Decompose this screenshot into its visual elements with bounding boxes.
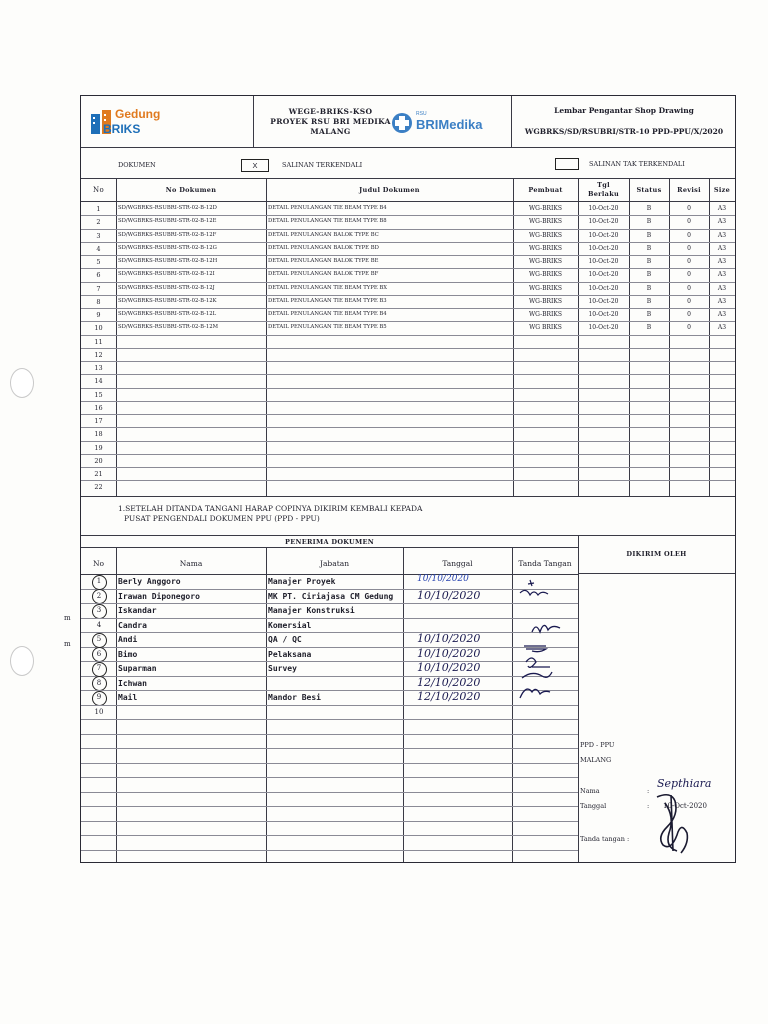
pen-cell-tanggal: 10/10/2020	[417, 632, 481, 645]
doc-cell-no: 10	[94, 324, 103, 333]
pen-cell-tanggal: 12/10/2020	[417, 690, 481, 703]
col-header-tgl: Tgl	[597, 181, 610, 189]
doc-cell-pembuat: WG-BRIKS	[529, 231, 562, 239]
pen-cell-no: 4	[96, 620, 102, 629]
pen-cell-nama: Suparman	[118, 664, 157, 673]
checkbox-mark: X	[252, 161, 258, 170]
doc-cell-tgl: 10-Oct-20	[588, 258, 619, 265]
doc-cell-status: B	[646, 284, 652, 292]
doc-cell-size: A3	[717, 258, 727, 265]
doc-cell-size: A3	[717, 205, 727, 212]
pen-cell-tanggal: 12/10/2020	[417, 675, 481, 689]
doc-cell-pembuat: WG-BRIKS	[529, 271, 562, 279]
doc-cell-tgl: 10-Oct-20	[588, 324, 619, 332]
transmittal-form	[80, 95, 736, 863]
dikirim-tanggal-colon: :	[647, 802, 650, 810]
salinan-tak-terkendali-label: SALINAN TAK TERKENDALI	[589, 160, 685, 168]
doc-cell-size: A3	[717, 311, 727, 318]
col-header-judul: Judul Dokumen	[359, 186, 420, 194]
note-line-1: 1.SETELAH DITANDA TANGANI HARAP COPINYA DIKIRIM KEMBALI KEPADA	[118, 504, 423, 513]
doc-cell-tgl: 10-Oct-20	[588, 284, 619, 292]
doc-cell-pembuat: WG-BRIKS	[529, 218, 562, 226]
pen-cell-no: 6	[96, 649, 102, 658]
doc-cell-judul: DETAIL PENULANGAN TIE BEAM TYPE B4	[268, 205, 387, 211]
dikirim-tanggal-value: 10-Oct-2020	[663, 802, 707, 810]
binder-hole	[10, 368, 34, 398]
doc-cell-tgl: 10-Oct-20	[588, 244, 619, 252]
doc-cell-pembuat: WG-BRIKS	[529, 244, 562, 252]
col-header-no: No	[93, 186, 104, 194]
doc-cell-revisi: 0	[687, 311, 691, 318]
medical-cross-icon	[391, 112, 413, 134]
pen-header-tanggal: Tanggal	[442, 559, 473, 568]
recipient-signatures	[512, 574, 578, 734]
doc-cell-judul: DETAIL PENULANGAN BALOK TYPE BE	[268, 258, 379, 264]
doc-cell-no: 13	[94, 364, 103, 372]
col-header-berlaku: Berlaku	[587, 190, 620, 198]
dikirim-ttd-label: Tanda tangan :	[580, 835, 630, 843]
pen-cell-tanggal: 10/10/2020	[417, 661, 481, 674]
col-header-status: Status	[636, 186, 662, 194]
doc-number: WGBRKS/SD/RSUBRI/STR-10 PPD-PPU/X/2020	[524, 127, 724, 136]
doc-cell-status: B	[646, 244, 652, 252]
doc-title: Lembar Pengantar Shop Drawing	[554, 106, 694, 115]
doc-cell-judul: DETAIL PENULANGAN TIE BEAM TYPE B5	[268, 324, 387, 331]
doc-cell-status: B	[646, 297, 652, 305]
doc-cell-tgl: 10-Oct-20	[588, 311, 619, 318]
margin-mark: m	[64, 614, 71, 622]
gedung-briks-logo	[89, 106, 239, 138]
pen-header-jabatan: Jabatan	[319, 559, 350, 568]
dokumen-label: DOKUMEN	[118, 161, 156, 169]
pen-cell-nama: Irawan Diponegoro	[118, 591, 200, 601]
logo-rsu-text: RSU	[416, 111, 427, 117]
pen-cell-nama: Iskandar	[118, 606, 157, 615]
pen-cell-no: 3	[96, 606, 102, 614]
pen-cell-no: 2	[96, 591, 102, 600]
pen-cell-jabatan: Manajer Konstruksi	[268, 606, 355, 615]
doc-cell-tgl: 10-Oct-20	[588, 297, 619, 305]
project-line-1: WEGE-BRIKS-KSO	[288, 107, 373, 116]
doc-cell-judul: DETAIL PENULANGAN TIE BEAM TYPE BX	[268, 284, 388, 291]
dikirim-nama-colon: :	[647, 787, 650, 795]
col-header-revisi: Revisi	[677, 186, 701, 194]
doc-cell-no: 4	[96, 244, 101, 253]
doc-cell-no: 20	[94, 456, 103, 465]
doc-cell-size: A3	[717, 284, 727, 292]
doc-cell-tgl: 10-Oct-20	[588, 271, 619, 279]
pen-header-ttd: Tanda Tangan	[518, 559, 572, 568]
doc-cell-judul: DETAIL PENULANGAN TIE BEAM TYPE B4	[268, 311, 387, 317]
doc-cell-no: 3	[96, 231, 101, 240]
doc-cell-size: A3	[717, 244, 727, 252]
doc-cell-no-dokumen: SD/WGBRKS-RSUBRI-STR-02-B-12E	[118, 218, 217, 225]
doc-cell-no: 5	[96, 258, 101, 266]
doc-cell-pembuat: WG-BRIKS	[529, 297, 562, 305]
doc-cell-size: A3	[717, 271, 727, 279]
doc-cell-pembuat: WG-BRIKS	[529, 258, 562, 265]
dikirim-tanggal-label: Tanggal	[580, 802, 607, 810]
doc-cell-pembuat: WG-BRIKS	[529, 205, 562, 212]
doc-cell-no-dokumen: SD/WGBRKS-RSUBRI-STR-02-B-12H	[118, 258, 218, 264]
doc-cell-no: 9	[96, 311, 101, 319]
doc-cell-no-dokumen: SD/WGBRKS-RSUBRI-STR-02-B-12K	[118, 297, 217, 304]
doc-cell-no: 1	[96, 205, 101, 213]
doc-cell-size: A3	[717, 231, 727, 239]
doc-cell-judul: DETAIL PENULANGAN TIE BEAM TYPE B8	[268, 218, 387, 225]
doc-cell-revisi: 0	[687, 297, 691, 305]
doc-cell-status: B	[646, 258, 652, 265]
pen-cell-nama: Ichwan	[118, 678, 147, 688]
doc-cell-no: 2	[96, 218, 101, 227]
doc-cell-status: B	[646, 311, 652, 318]
dikirim-city: MALANG	[580, 756, 612, 764]
penerima-title: PENERIMA DOKUMEN	[285, 538, 374, 546]
salinan-terkendali-label: SALINAN TERKENDALI	[282, 161, 363, 169]
doc-cell-pembuat: WG-BRIKS	[529, 311, 562, 318]
doc-cell-judul: DETAIL PENULANGAN BALOK TYPE BC	[268, 231, 379, 238]
doc-cell-status: B	[646, 205, 652, 212]
doc-cell-no: 18	[94, 430, 103, 439]
doc-cell-no: 8	[96, 297, 101, 306]
pen-cell-no: 9	[96, 693, 102, 701]
logo-briks-text: BRIKS	[103, 122, 141, 136]
salinan-tak-terkendali-checkbox[interactable]	[555, 158, 579, 170]
pen-cell-jabatan: Komersial	[268, 620, 312, 630]
doc-cell-revisi: 0	[687, 324, 691, 332]
doc-cell-pembuat: WG BRIKS	[529, 324, 562, 332]
doc-cell-tgl: 10-Oct-20	[588, 205, 619, 212]
project-line-3: MALANG	[310, 127, 351, 136]
pen-cell-jabatan: MK PT. Ciriajasa CM Gedung	[268, 591, 394, 601]
logo-brimedika-text: BRIMedika	[416, 117, 483, 132]
doc-cell-no-dokumen: SD/WGBRKS-RSUBRI-STR-02-B-12M	[118, 324, 219, 331]
pen-cell-nama: Candra	[118, 620, 147, 630]
doc-cell-tgl: 10-Oct-20	[588, 231, 619, 239]
doc-cell-no: 14	[94, 377, 103, 386]
doc-cell-revisi: 0	[687, 284, 691, 292]
pen-cell-no: 1	[96, 577, 102, 585]
doc-cell-no-dokumen: SD/WGBRKS-RSUBRI-STR-02-B-12F	[118, 231, 217, 238]
col-header-pembuat: Pembuat	[528, 186, 563, 194]
col-header-size: Size	[713, 186, 731, 194]
doc-cell-no: 17	[94, 417, 103, 425]
doc-cell-no-dokumen: SD/WGBRKS-RSUBRI-STR-02-B-12L	[118, 311, 217, 317]
doc-cell-no-dokumen: SD/WGBRKS-RSUBRI-STR-02-B-12D	[118, 205, 217, 211]
doc-cell-size: A3	[717, 218, 727, 226]
margin-mark: m	[64, 640, 71, 648]
dikirim-org: PPD - PPU	[580, 741, 615, 749]
doc-cell-no: 16	[94, 403, 103, 412]
project-line-2: PROYEK RSU BRI MEDIKA	[270, 117, 391, 126]
pen-cell-nama: Berly Anggoro	[118, 577, 181, 586]
pen-cell-nama: Mail	[118, 693, 138, 702]
pen-cell-tanggal: 10/10/2020	[417, 646, 481, 660]
doc-cell-no: 12	[94, 350, 103, 359]
pen-cell-jabatan: QA / QC	[268, 635, 302, 644]
doc-cell-no: 7	[96, 284, 101, 293]
doc-cell-status: B	[646, 324, 652, 332]
doc-cell-no: 22	[94, 483, 103, 492]
pen-cell-no: 10	[94, 707, 104, 716]
doc-cell-no: 6	[96, 271, 101, 280]
doc-cell-revisi: 0	[687, 244, 691, 252]
doc-cell-judul: DETAIL PENULANGAN BALOK TYPE BD	[268, 244, 379, 251]
sender-signature	[647, 791, 697, 859]
doc-cell-tgl: 10-Oct-20	[588, 218, 619, 226]
doc-cell-revisi: 0	[687, 231, 691, 239]
pen-header-no: No	[92, 559, 105, 568]
doc-cell-status: B	[646, 271, 652, 279]
doc-cell-judul: DETAIL PENULANGAN BALOK TYPE BF	[268, 271, 379, 278]
dikirim-nama-label: Nama	[580, 787, 600, 795]
doc-cell-no: 15	[94, 390, 103, 399]
doc-cell-no-dokumen: SD/WGBRKS-RSUBRI-STR-02-B-12G	[118, 244, 217, 251]
pen-cell-no: 5	[96, 635, 102, 643]
brimedika-logo	[391, 110, 509, 136]
pen-cell-tanggal: 10/10/2020	[417, 574, 469, 584]
pen-cell-jabatan: Manajer Proyek	[268, 577, 336, 586]
doc-cell-size: A3	[717, 297, 727, 305]
doc-cell-no: 21	[94, 470, 103, 478]
binder-hole	[10, 646, 34, 676]
dikirim-nama-value: Septhiara	[657, 777, 712, 790]
pen-cell-nama: Bimo	[118, 649, 138, 659]
dikirim-title: DIKIRIM OLEH	[626, 550, 687, 558]
salinan-terkendali-checkbox[interactable]	[241, 159, 269, 172]
pen-cell-jabatan: Mandor Besi	[268, 693, 321, 702]
doc-cell-no-dokumen: SD/WGBRKS-RSUBRI-STR-02-B-12J	[118, 284, 215, 291]
doc-cell-revisi: 0	[687, 258, 691, 265]
doc-cell-no: 19	[94, 443, 103, 452]
col-header-no-dokumen: No Dokumen	[165, 186, 217, 194]
doc-cell-revisi: 0	[687, 271, 691, 279]
doc-cell-no-dokumen: SD/WGBRKS-RSUBRI-STR-02-B-12I	[118, 271, 215, 278]
pen-cell-jabatan: Pelaksana	[268, 649, 312, 659]
doc-cell-pembuat: WG-BRIKS	[529, 284, 562, 292]
doc-cell-status: B	[646, 218, 652, 226]
pen-cell-tanggal: 10/10/2020	[417, 588, 481, 602]
doc-cell-status: B	[646, 231, 652, 239]
pen-cell-no: 7	[96, 664, 102, 672]
logo-gedung-text: Gedung	[115, 107, 161, 121]
doc-cell-size: A3	[717, 324, 727, 332]
doc-cell-judul: DETAIL PENULANGAN TIE BEAM TYPE B3	[268, 297, 387, 304]
doc-cell-revisi: 0	[687, 218, 691, 226]
doc-cell-revisi: 0	[687, 205, 691, 212]
pen-header-nama: Nama	[179, 559, 203, 568]
pen-cell-nama: Andi	[118, 635, 138, 644]
doc-cell-no: 11	[94, 337, 103, 346]
note-line-2: PUSAT PENGENDALI DOKUMEN PPU (PPD - PPU)	[124, 514, 320, 523]
pen-cell-no: 8	[96, 678, 102, 687]
pen-cell-jabatan: Survey	[268, 664, 297, 673]
